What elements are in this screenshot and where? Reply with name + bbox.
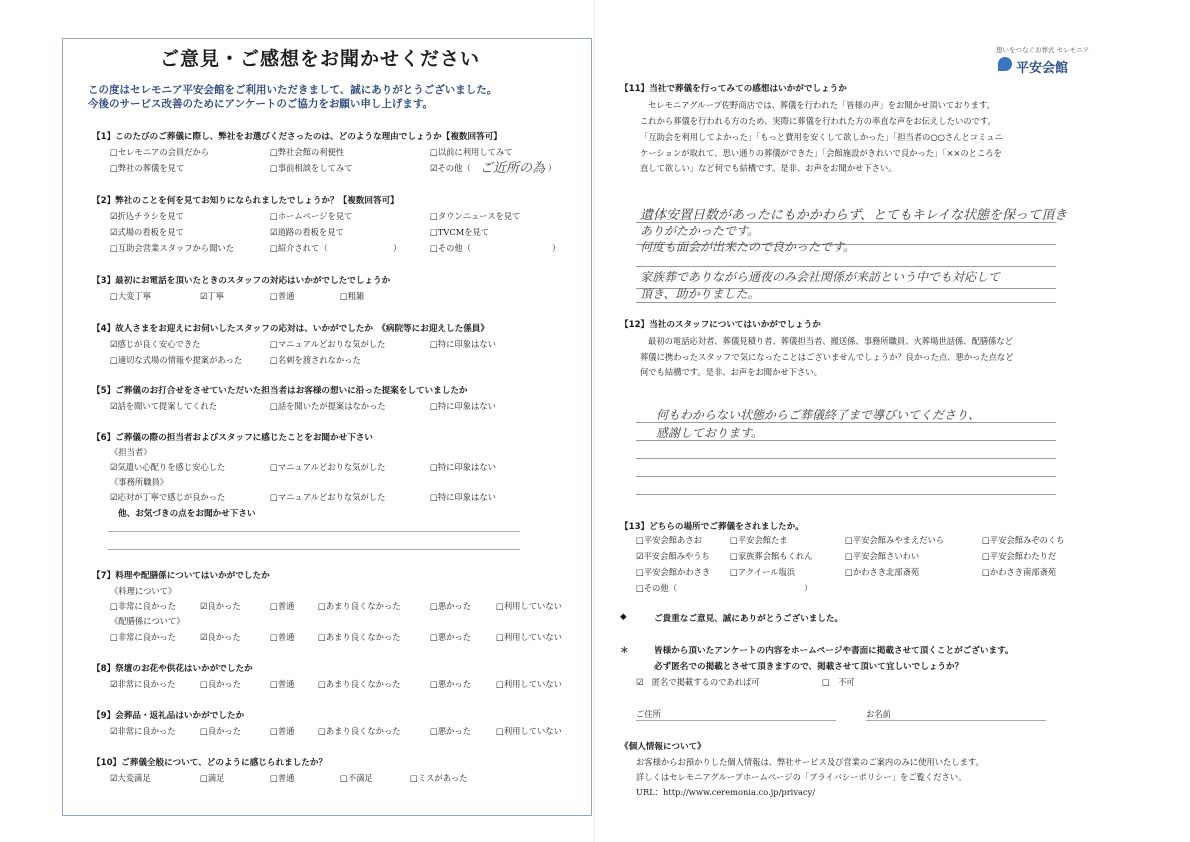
q1-opt-saw-funeral[interactable]: □弊社の葬儀を見て xyxy=(110,163,185,173)
asterisk-icon: ＊ xyxy=(620,646,629,656)
thanks-message: ご貴重なご意見、誠にありがとうございました。 xyxy=(654,614,844,624)
q1-opt-convenience[interactable]: □弊社会館の利便性 xyxy=(270,147,345,157)
q7-food-not-used[interactable]: □利用していない xyxy=(496,601,562,611)
q1-opt-consultation[interactable]: □事前相談をしてみて xyxy=(270,163,353,173)
q1-handwritten-other: ご近所の為 xyxy=(480,161,546,176)
q7-sub-server: 《配膳係について》 xyxy=(110,616,185,626)
privacy-line-2: 詳しくはセレモニアグループホームページの「プライバシーポリシー」をご覧ください。 xyxy=(636,772,967,782)
logo-subtitle: 想いをつなぐお葬式 セレモニア xyxy=(996,46,1090,54)
q1-title: 【1】このたびのご葬儀に際し、弊社をお選びくださったのは、どのような理由でしょうか【複数回答可】 xyxy=(92,132,502,142)
q7-server-normal[interactable]: □普通 xyxy=(270,632,295,642)
q5-opt-no-proposal[interactable]: □話を聞いたが提案はなかった xyxy=(270,401,386,411)
q12-handwritten-2: 感謝しております。 xyxy=(656,426,764,440)
q11-answer-line[interactable] xyxy=(636,302,1056,303)
q2-opt-tvcm[interactable]: □TVCMを見て xyxy=(430,227,490,237)
q1-opt-other[interactable]: ☑その他（ xyxy=(430,163,471,173)
q10-very-satisfied[interactable]: ☑大変満足 xyxy=(110,773,151,783)
q11-answer-line[interactable] xyxy=(636,266,1056,267)
q13-opt-mokuren[interactable]: □家族葬会館もくれん xyxy=(730,551,813,561)
logo-name: 平安会館 xyxy=(1016,61,1069,76)
q13-opt-acueil[interactable]: □アクイール塩浜 xyxy=(730,567,796,577)
q7-server-not-used[interactable]: □利用していない xyxy=(496,632,562,642)
q12-desc-2: 葬儀に携わったスタッフで気になったことはございませんでしょうか？良かった点、悪かった点など xyxy=(640,352,1014,362)
q3-opt-normal[interactable]: □普通 xyxy=(270,291,295,301)
q5-opt-proposed[interactable]: ☑話を聞いて提案してくれた xyxy=(110,401,218,411)
q13-opt-other[interactable]: □その他（ xyxy=(636,583,678,593)
q11-handwritten-5: 頂き、助かりました。 xyxy=(640,287,760,301)
q8-normal[interactable]: □普通 xyxy=(270,679,295,689)
q6-title: 【6】ご葬儀の際の担当者およびスタッフに感じたことをお聞かせ下さい xyxy=(92,433,373,443)
q6-comment-line[interactable] xyxy=(108,549,520,550)
q8-good[interactable]: □良かった xyxy=(200,679,242,689)
q2-opt-staff[interactable]: □互助会営業スタッフから聞いた xyxy=(110,243,234,253)
q2-title: 【2】弊社のことを何を見てお知りになられましたでしょうか？【複数回答可】 xyxy=(92,196,399,206)
q11-handwritten-4: 家族葬でありながら通夜のみ会社関係が来訪という中でも対応して xyxy=(640,270,1001,284)
q2-other-close: ） xyxy=(552,243,561,253)
q12-desc-3: 何でも結構です。是非、お声をお聞かせ下さい。 xyxy=(640,367,822,377)
q4-opt-manual[interactable]: □マニュアルどおりな気がした xyxy=(270,339,386,349)
page-fold xyxy=(594,0,595,842)
q1-opt-used-before[interactable]: □以前に利用してみて xyxy=(430,147,513,157)
publish-notice-1: 皆様から頂いたアンケートの内容をホームページや書面に掲載させて頂くことがございます。 xyxy=(654,646,1014,656)
q11-desc-5: 直して欲しい」など何でも結構です。是非、お声をお聞かせ下さい。 xyxy=(640,163,897,173)
q12-desc-1: 最初の電話応対者、葬儀見積り者、葬儀担当者、搬送係、事務所職員、火葬場世話係、配膳係など xyxy=(648,336,1014,346)
q13-opt-saiwai[interactable]: □平安会館さいわい xyxy=(845,551,920,561)
diamond-bullet-icon: ◆ xyxy=(620,612,627,622)
q12-answer-line[interactable] xyxy=(636,458,1056,459)
q13-opt-north-saien[interactable]: □かわさき北部斎苑 xyxy=(845,567,920,577)
q11-desc-4: ケーションが取れて、思い通りの葬儀ができた」「会館施設がきれいで良かった」「××のところを xyxy=(640,148,1002,158)
q9-not-good[interactable]: □あまり良くなかった xyxy=(318,726,401,736)
privacy-url[interactable]: URL：http://www.ceremonia.co.jp/privacy/ xyxy=(636,787,816,797)
q11-handwritten-1: 遺体安置日数があったにもかかわらず、とてもキレイな状態を保って頂き xyxy=(640,208,1068,223)
q10-unsatisfied[interactable]: □不満足 xyxy=(340,773,373,783)
q13-opt-kawasaki[interactable]: □平安会館かわさき xyxy=(636,567,711,577)
q11-handwritten-2: ありがたかったです。 xyxy=(640,224,760,238)
q3-opt-very-polite[interactable]: □大変丁寧 xyxy=(110,291,152,301)
q13-opt-south-saien[interactable]: □かわさき南部斎苑 xyxy=(982,567,1057,577)
q6-sub-office: 《事務所職員》 xyxy=(110,477,169,487)
publish-notice-2: 必ず匿名での掲載とさせて頂きますので、掲載させて頂いて宜しいでしょうか？ xyxy=(654,662,964,672)
q1-opt-member[interactable]: □セレモニアの会員だから xyxy=(110,147,210,157)
q4-opt-no-card[interactable]: □名刺を渡されなかった xyxy=(270,355,361,365)
q2-opt-road-sign[interactable]: ☑道路の看板を見て xyxy=(270,227,344,237)
q6-other-label: 他、お気づきの点をお聞かせ下さい xyxy=(118,509,256,519)
q13-title: 【13】どちらの場所でご葬儀をされましたか。 xyxy=(620,522,804,532)
q9-bad[interactable]: □悪かった xyxy=(430,726,472,736)
q8-not-used[interactable]: □利用していない xyxy=(496,679,562,689)
q2-opt-hall-sign[interactable]: ☑式場の看板を見て xyxy=(110,227,184,237)
q11-title: 【11】当社で葬儀を行ってみての感想はいかがでしょうか xyxy=(620,84,847,94)
q6-opt1-manual[interactable]: □マニュアルどおりな気がした xyxy=(270,462,386,472)
q7-food-not-good[interactable]: □あまり良くなかった xyxy=(318,601,401,611)
q6-opt1-care[interactable]: ☑気遣い心配りを感じ安心した xyxy=(110,462,226,472)
q9-normal[interactable]: □普通 xyxy=(270,726,295,736)
q13-other-close: ） xyxy=(804,583,813,593)
q9-good[interactable]: □良かった xyxy=(200,726,242,736)
q7-title: 【7】料理や配膳係についてはいかがでしたか xyxy=(92,571,270,581)
q10-title: 【10】ご葬儀全般について、どのように感じられましたか？ xyxy=(92,758,328,768)
q13-opt-miyauchi[interactable]: ☑平安会館みやうち xyxy=(636,551,710,561)
q7-food-very-good[interactable]: □非常に良かった xyxy=(110,601,176,611)
q11-handwritten-3: 何度も面会が出来たので良かったです。 xyxy=(640,240,856,254)
q4-opt-hall-info[interactable]: □適切な式場の情報や提案があった xyxy=(110,355,243,365)
q2-opt-homepage[interactable]: □ホームページを見て xyxy=(270,211,353,221)
q2-opt-other[interactable]: □その他（ xyxy=(430,243,472,253)
q13-opt-asao[interactable]: □平安会館あさお xyxy=(636,535,702,545)
q3-opt-rough[interactable]: □粗雑 xyxy=(340,291,365,301)
q6-opt2-manual[interactable]: □マニュアルどおりな気がした xyxy=(270,492,386,502)
q1-other-close: ） xyxy=(548,163,557,173)
q3-title: 【3】最初にお電話を頂いたときのスタッフの対応はいかがでしたでしょうか xyxy=(92,276,391,286)
q4-opt-reassured[interactable]: ☑感じが良く安心できた xyxy=(110,339,201,349)
q13-opt-mizonokuchi[interactable]: □平安会館みぞのくち xyxy=(982,535,1065,545)
page-title: ご意見・ご感想をお聞かせください xyxy=(160,48,481,70)
q13-opt-wataruda[interactable]: □平安会館わたりだ xyxy=(982,551,1057,561)
q3-opt-polite[interactable]: ☑丁寧 xyxy=(200,291,225,301)
heian-logo-icon xyxy=(998,57,1012,71)
intro-line-2: 今後のサービス改善のためにアンケートのご協力をお願い申し上げます。 xyxy=(88,98,434,110)
q11-desc-3: 「互助会を利用してよかった」「もっと費用を安くして欲しかった」「担当者の○○さんとコミュニ xyxy=(640,132,1003,142)
q12-answer-line[interactable] xyxy=(636,494,1056,495)
q13-opt-miyamaedaira[interactable]: □平安会館みやまえだいら xyxy=(845,535,945,545)
q8-not-good[interactable]: □あまり良くなかった xyxy=(318,679,401,689)
q7-server-not-good[interactable]: □あまり良くなかった xyxy=(318,632,401,642)
q7-food-good[interactable]: ☑良かった xyxy=(200,601,241,611)
q2-introduced-close: ） xyxy=(393,243,402,253)
q9-title: 【9】会葬品・返礼品はいかがでしたか xyxy=(92,711,245,721)
q8-title: 【8】祭壇のお花や供花はいかがでしたか xyxy=(92,664,253,674)
q7-server-bad[interactable]: □悪かった xyxy=(430,632,472,642)
privacy-line-1: お客様からお預かりした個人情報は、弊社サービス及び営業のご案内のみに使用いたします。 xyxy=(636,757,984,767)
q6-sub-tantousha: 《担当者》 xyxy=(110,447,152,457)
q9-very-good[interactable]: ☑非常に良かった xyxy=(110,726,176,736)
q7-food-bad[interactable]: □悪かった xyxy=(430,601,472,611)
q2-opt-flyer[interactable]: ☑折込チラシを見て xyxy=(110,211,184,221)
q8-very-good[interactable]: ☑非常に良かった xyxy=(110,679,176,689)
q4-title: 【4】故人さまをお迎えにお伺いしたスタッフの応対は、いかがでしたか 《病院等にお迎えした係員》 xyxy=(92,324,489,334)
q10-normal[interactable]: □普通 xyxy=(270,773,295,783)
q12-title: 【12】当社のスタッフについてはいかがでしょうか xyxy=(620,320,821,330)
q12-answer-line[interactable] xyxy=(636,476,1056,477)
q9-not-used[interactable]: □利用していない xyxy=(496,726,562,736)
address-field[interactable] xyxy=(636,720,836,721)
q2-opt-townnews[interactable]: □タウンニュースを見て xyxy=(430,211,521,221)
q12-handwritten-1: 何もわからない状態からご葬儀終了まで導びいてくださり、 xyxy=(656,408,981,422)
q11-desc-2: これから葬儀を行われる方のため、実際に葬儀を行われた方の率直な声をお伝えしたいのです。 xyxy=(640,116,996,126)
intro-line-1: この度はセレモニア平安会館をご利用いただきまして、誠にありがとうございました。 xyxy=(88,84,498,96)
q7-sub-food: 《料理について》 xyxy=(110,586,177,596)
q7-server-very-good[interactable]: □非常に良かった xyxy=(110,632,176,642)
q5-opt-no-impression[interactable]: □特に印象はない xyxy=(430,401,496,411)
q10-satisfied[interactable]: □満足 xyxy=(200,773,225,783)
q5-title: 【5】ご葬儀のお打合せをさせていただいた担当者はお客様の想いに沿った提案をしていましたか xyxy=(92,386,468,396)
address-label: ご住所 xyxy=(636,709,661,719)
q6-opt1-no-impression[interactable]: □特に印象はない xyxy=(430,462,496,472)
q10-mistake[interactable]: □ミスがあった xyxy=(410,773,468,783)
publish-opt-no[interactable]: □ 不可 xyxy=(822,677,855,687)
q7-food-normal[interactable]: □普通 xyxy=(270,601,295,611)
q11-desc-1: セレモニアグループ佐野商店では、葬儀を行われた「皆様の声」をお聞かせ頂いております。 xyxy=(648,100,995,110)
q8-bad[interactable]: □悪かった xyxy=(430,679,472,689)
q2-opt-introduced[interactable]: □紹介されて（ xyxy=(270,243,328,253)
q7-server-good[interactable]: ☑良かった xyxy=(200,632,241,642)
name-field[interactable] xyxy=(866,720,1046,721)
q6-opt2-polite[interactable]: ☑応対が丁寧で感じが良かった xyxy=(110,492,226,502)
name-label: お名前 xyxy=(866,709,891,719)
publish-opt-anonymous-ok[interactable]: ☑ 匿名で掲載するのであれば可 xyxy=(636,677,760,687)
q6-comment-line[interactable] xyxy=(108,531,520,532)
q6-opt2-no-impression[interactable]: □特に印象はない xyxy=(430,492,496,502)
q4-opt-no-impression[interactable]: □特に印象はない xyxy=(430,339,496,349)
q13-opt-tama[interactable]: □平安会館たま xyxy=(730,535,788,545)
privacy-title: 《個人情報について》 xyxy=(620,742,706,752)
